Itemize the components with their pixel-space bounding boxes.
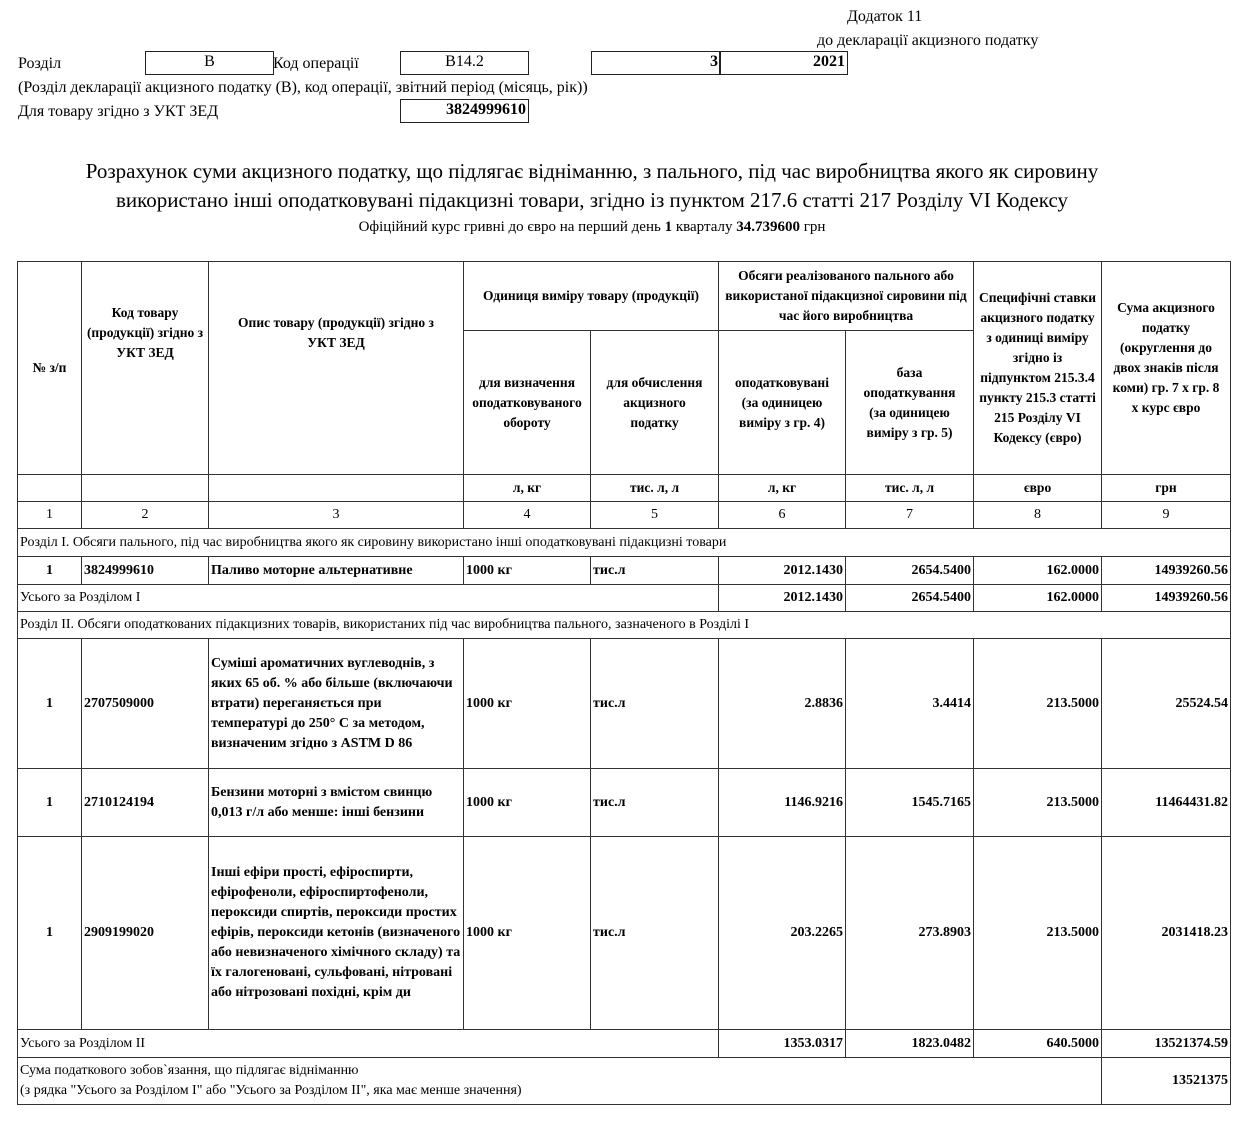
table-row xyxy=(18,837,1231,1030)
tax-base: 2654.5400 xyxy=(846,557,974,585)
unit-taxable: 1000 кг xyxy=(464,639,591,769)
rate-suffix: грн xyxy=(799,219,826,235)
column-number: 8 xyxy=(974,502,1102,529)
header-unit-group: Одиниця виміру товару (продукції) xyxy=(464,262,719,331)
tax-base: 3.4414 xyxy=(846,639,974,769)
section1-total-rate: 162.0000 xyxy=(974,585,1102,612)
section1-total-taxable: 2012.1430 xyxy=(719,585,846,612)
header-col5: для обчислення акцизного податку xyxy=(591,331,719,475)
unit-cell: л, кг xyxy=(719,475,846,502)
section1-total-amount: 14939260.56 xyxy=(1102,585,1231,612)
section-label: Розділ xyxy=(18,55,62,72)
tax-base: 1545.7165 xyxy=(846,769,974,837)
tax-rate: 213.5000 xyxy=(974,639,1102,769)
header-col9: Сума акцизного податку (округлення до двох знаків після коми) гр. 7 х гр. 8 х курс євро xyxy=(1102,262,1231,475)
uktzed-field: 3824999610 xyxy=(400,99,529,123)
unit-excise: тис.л xyxy=(591,837,719,1030)
header-col2: Код товару (продукції) згідно з УКТ ЗЕД xyxy=(82,262,209,475)
taxable-volume: 1146.9216 xyxy=(719,769,846,837)
rate-quarter: 1 xyxy=(664,219,673,235)
column-numbers-row xyxy=(18,502,1231,529)
rate-value: 34.739600 xyxy=(736,219,800,235)
column-number: 9 xyxy=(1102,502,1231,529)
final-label-line2: (з рядка "Усього за Розділом I" або "Усього за Розділом II", яка має менше значення) xyxy=(20,1083,522,1098)
final-row xyxy=(18,1058,1231,1105)
appendix-number: Додаток 11 xyxy=(847,8,923,25)
row-number: 1 xyxy=(18,557,82,585)
rate-prefix: Офіційний курс гривні до євро на перший день xyxy=(358,219,665,235)
section1-total-label: Усього за Розділом I xyxy=(18,585,719,612)
unit-excise: тис.л xyxy=(591,639,719,769)
tax-rate: 213.5000 xyxy=(974,769,1102,837)
document-title-line2: використано інші оподатковувані підакцизні товари, згідно із пунктом 217.6 статті 217 Розділу VI Кодексу xyxy=(115,188,1069,212)
product-code: 2909199020 xyxy=(82,837,209,1030)
section2-title-row xyxy=(18,612,1231,639)
unit-cell: л, кг xyxy=(464,475,591,502)
product-description: Паливо моторне альтернативне xyxy=(209,557,464,585)
product-code: 3824999610 xyxy=(82,557,209,585)
final-label xyxy=(18,1058,1102,1105)
excise-calculation-table xyxy=(17,261,1231,1105)
section1-title-row xyxy=(18,529,1231,557)
header-col6: оподатковувані (за одиницею виміру з гр. 4) xyxy=(719,331,846,475)
column-number: 2 xyxy=(82,502,209,529)
unit-cell: тис. л, л xyxy=(846,475,974,502)
header-col3: Опис товару (продукції) згідно з УКТ ЗЕД xyxy=(209,262,464,475)
product-description: Інші ефіри прості, ефіроспирти, ефірофеноли, ефіроспиртофеноли, пероксиди спиртів, пероксиди простих ефірів, пероксиди кетонів (визначеного або невизначеного хімічного складу) та їх галогеновані, сульфовані, нітровані або нітрозовані похідні, крім ди xyxy=(209,837,464,1030)
unit-cell: грн xyxy=(1102,475,1231,502)
column-number: 7 xyxy=(846,502,974,529)
document-title-line1: Розрахунок суми акцизного податку, що підлягає відніманню, з пального, під час виробництва якого як сировину xyxy=(85,159,1099,183)
section1-title: Розділ I. Обсяги пального, під час виробництва якого як сировину використано інші оподатковувані підакцизні товари xyxy=(18,529,1231,557)
unit-taxable: 1000 кг xyxy=(464,557,591,585)
taxable-volume: 203.2265 xyxy=(719,837,846,1030)
tax-rate: 162.0000 xyxy=(974,557,1102,585)
section2-total-amount: 13521374.59 xyxy=(1102,1030,1231,1058)
taxable-volume: 2012.1430 xyxy=(719,557,846,585)
unit-excise: тис.л xyxy=(591,769,719,837)
header-explanation: (Розділ декларації акцизного податку (В), код операції, звітний період (місяць, рік)) xyxy=(18,79,588,96)
exchange-rate-line xyxy=(0,218,1184,236)
row-number: 1 xyxy=(18,639,82,769)
tax-rate: 213.5000 xyxy=(974,837,1102,1030)
section2-total-row xyxy=(18,1030,1231,1058)
section2-total-taxable: 1353.0317 xyxy=(719,1030,846,1058)
section2-total-rate: 640.5000 xyxy=(974,1030,1102,1058)
tax-amount: 2031418.23 xyxy=(1102,837,1231,1030)
header-col4: для визначення оподатковуваного обороту xyxy=(464,331,591,475)
product-code: 2707509000 xyxy=(82,639,209,769)
operation-code-field: B14.2 xyxy=(400,51,529,75)
header-col7: база оподаткування (за одиницею виміру з гр. 5) xyxy=(846,331,974,475)
column-number: 3 xyxy=(209,502,464,529)
appendix-caption: до декларації акцизного податку xyxy=(817,32,1039,49)
unit-cell: тис. л, л xyxy=(591,475,719,502)
rate-mid: кварталу xyxy=(672,219,737,235)
column-number: 5 xyxy=(591,502,719,529)
tax-amount: 11464431.82 xyxy=(1102,769,1231,837)
table-row xyxy=(18,639,1231,769)
section-field: B xyxy=(145,51,274,75)
tax-base: 273.8903 xyxy=(846,837,974,1030)
section2-total-base: 1823.0482 xyxy=(846,1030,974,1058)
column-number: 4 xyxy=(464,502,591,529)
section1-total-row xyxy=(18,585,1231,612)
row-number: 1 xyxy=(18,837,82,1030)
section2-total-label: Усього за Розділом II xyxy=(18,1030,719,1058)
uktzed-label: Для товару згідно з УКТ ЗЕД xyxy=(18,103,219,120)
product-description: Бензини моторні з вмістом свинцю 0,013 г/л або менше: інші бензини xyxy=(209,769,464,837)
operation-code-label: Код операції xyxy=(273,55,359,72)
product-code: 2710124194 xyxy=(82,769,209,837)
section1-total-base: 2654.5400 xyxy=(846,585,974,612)
taxable-volume: 2.8836 xyxy=(719,639,846,769)
final-label-line1: Сума податкового зобов`язання, що підлягає відніманню xyxy=(20,1063,359,1078)
product-description: Суміші ароматичних вуглеводнів, з яких 65 об. % або більше (включаючи втрати) переганяється при температурі до 250° С за методом, визначеним згідно з ASTM D 86 xyxy=(209,639,464,769)
header-volume-group: Обсяги реалізованого пального або використаної підакцизної сировини під час його виробництва xyxy=(719,262,974,331)
table-row xyxy=(18,557,1231,585)
tax-amount: 14939260.56 xyxy=(1102,557,1231,585)
tax-amount: 25524.54 xyxy=(1102,639,1231,769)
unit-taxable: 1000 кг xyxy=(464,769,591,837)
period-month-field: 3 xyxy=(591,51,721,75)
final-amount: 13521375 xyxy=(1102,1058,1231,1105)
header-col1: № з/п xyxy=(18,262,82,475)
period-year-field: 2021 xyxy=(719,51,848,75)
section2-title: Розділ II. Обсяги оподаткованих підакцизних товарів, використаних під час виробництва пального, зазначеного в Розділі I xyxy=(18,612,1231,639)
column-number: 1 xyxy=(18,502,82,529)
unit-cell xyxy=(18,475,82,502)
units-row xyxy=(18,475,1231,502)
row-number: 1 xyxy=(18,769,82,837)
unit-cell xyxy=(82,475,209,502)
table-row xyxy=(18,769,1231,837)
unit-cell xyxy=(209,475,464,502)
header-col8: Специфічні ставки акцизного податку з одиниці виміру згідно із підпунктом 215.3.4 пункту 215.3 статті 215 Розділу VI Кодексу (євро) xyxy=(974,262,1102,475)
unit-cell: євро xyxy=(974,475,1102,502)
column-number: 6 xyxy=(719,502,846,529)
unit-excise: тис.л xyxy=(591,557,719,585)
header-row-1 xyxy=(18,262,1231,331)
unit-taxable: 1000 кг xyxy=(464,837,591,1030)
